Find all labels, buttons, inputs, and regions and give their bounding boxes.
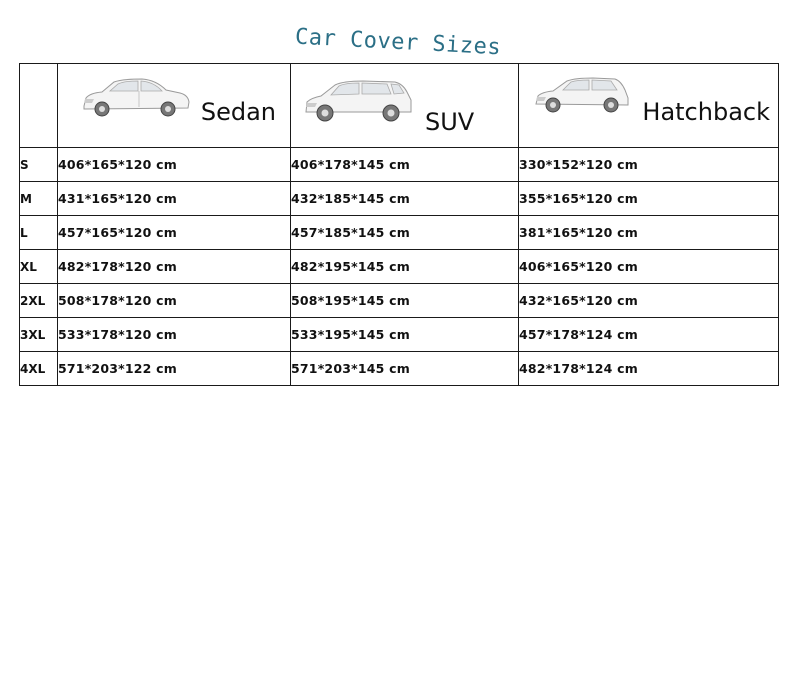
suv-dimension-cell: 432*185*145 cm <box>291 182 519 216</box>
table-row <box>20 318 779 352</box>
table-row <box>20 148 779 182</box>
hatchback-dimension-cell: 457*178*124 cm <box>519 318 779 352</box>
header-cell-suv <box>291 64 519 148</box>
hatchback-label: Hatchback <box>642 98 770 126</box>
hatchback-dimension-cell: 482*178*124 cm <box>519 352 779 386</box>
size-cell: 3XL <box>20 318 58 352</box>
size-table <box>19 63 779 386</box>
header-cell-hatchback <box>519 64 779 148</box>
sedan-dimension-cell: 457*165*120 cm <box>58 216 291 250</box>
header-row <box>20 64 779 148</box>
corner-cell <box>20 64 58 148</box>
suv-dimension-cell: 406*178*145 cm <box>291 148 519 182</box>
suv-label: SUV <box>425 108 475 136</box>
suv-dimension-cell: 508*195*145 cm <box>291 284 519 318</box>
sedan-dimension-cell: 508*178*120 cm <box>58 284 291 318</box>
hatchback-dimension-cell: 381*165*120 cm <box>519 216 779 250</box>
sedan-car-icon <box>80 76 192 120</box>
table-row <box>20 250 779 284</box>
sedan-dimension-cell: 406*165*120 cm <box>58 148 291 182</box>
suv-dimension-cell: 571*203*145 cm <box>291 352 519 386</box>
hatchback-dimension-cell: 355*165*120 cm <box>519 182 779 216</box>
page-title: Car Cover Sizes <box>294 24 502 61</box>
table-row <box>20 284 779 318</box>
sedan-dimension-cell: 533*178*120 cm <box>58 318 291 352</box>
sedan-dimension-cell: 571*203*122 cm <box>58 352 291 386</box>
sedan-dimension-cell: 431*165*120 cm <box>58 182 291 216</box>
size-cell: L <box>20 216 58 250</box>
table-row <box>20 352 779 386</box>
suv-dimension-cell: 482*195*145 cm <box>291 250 519 284</box>
table-row <box>20 216 779 250</box>
hatchback-car-icon <box>533 76 633 116</box>
size-cell: M <box>20 182 58 216</box>
size-cell: XL <box>20 250 58 284</box>
hatchback-dimension-cell: 432*165*120 cm <box>519 284 779 318</box>
size-cell: 2XL <box>20 284 58 318</box>
sedan-dimension-cell: 482*178*120 cm <box>58 250 291 284</box>
hatchback-dimension-cell: 330*152*120 cm <box>519 148 779 182</box>
header-cell-sedan <box>58 64 291 148</box>
size-cell: 4XL <box>20 352 58 386</box>
suv-dimension-cell: 533*195*145 cm <box>291 318 519 352</box>
sedan-label: Sedan <box>200 98 276 126</box>
hatchback-dimension-cell: 406*165*120 cm <box>519 250 779 284</box>
table-row <box>20 182 779 216</box>
suv-car-icon <box>303 78 415 124</box>
suv-dimension-cell: 457*185*145 cm <box>291 216 519 250</box>
size-cell: S <box>20 148 58 182</box>
